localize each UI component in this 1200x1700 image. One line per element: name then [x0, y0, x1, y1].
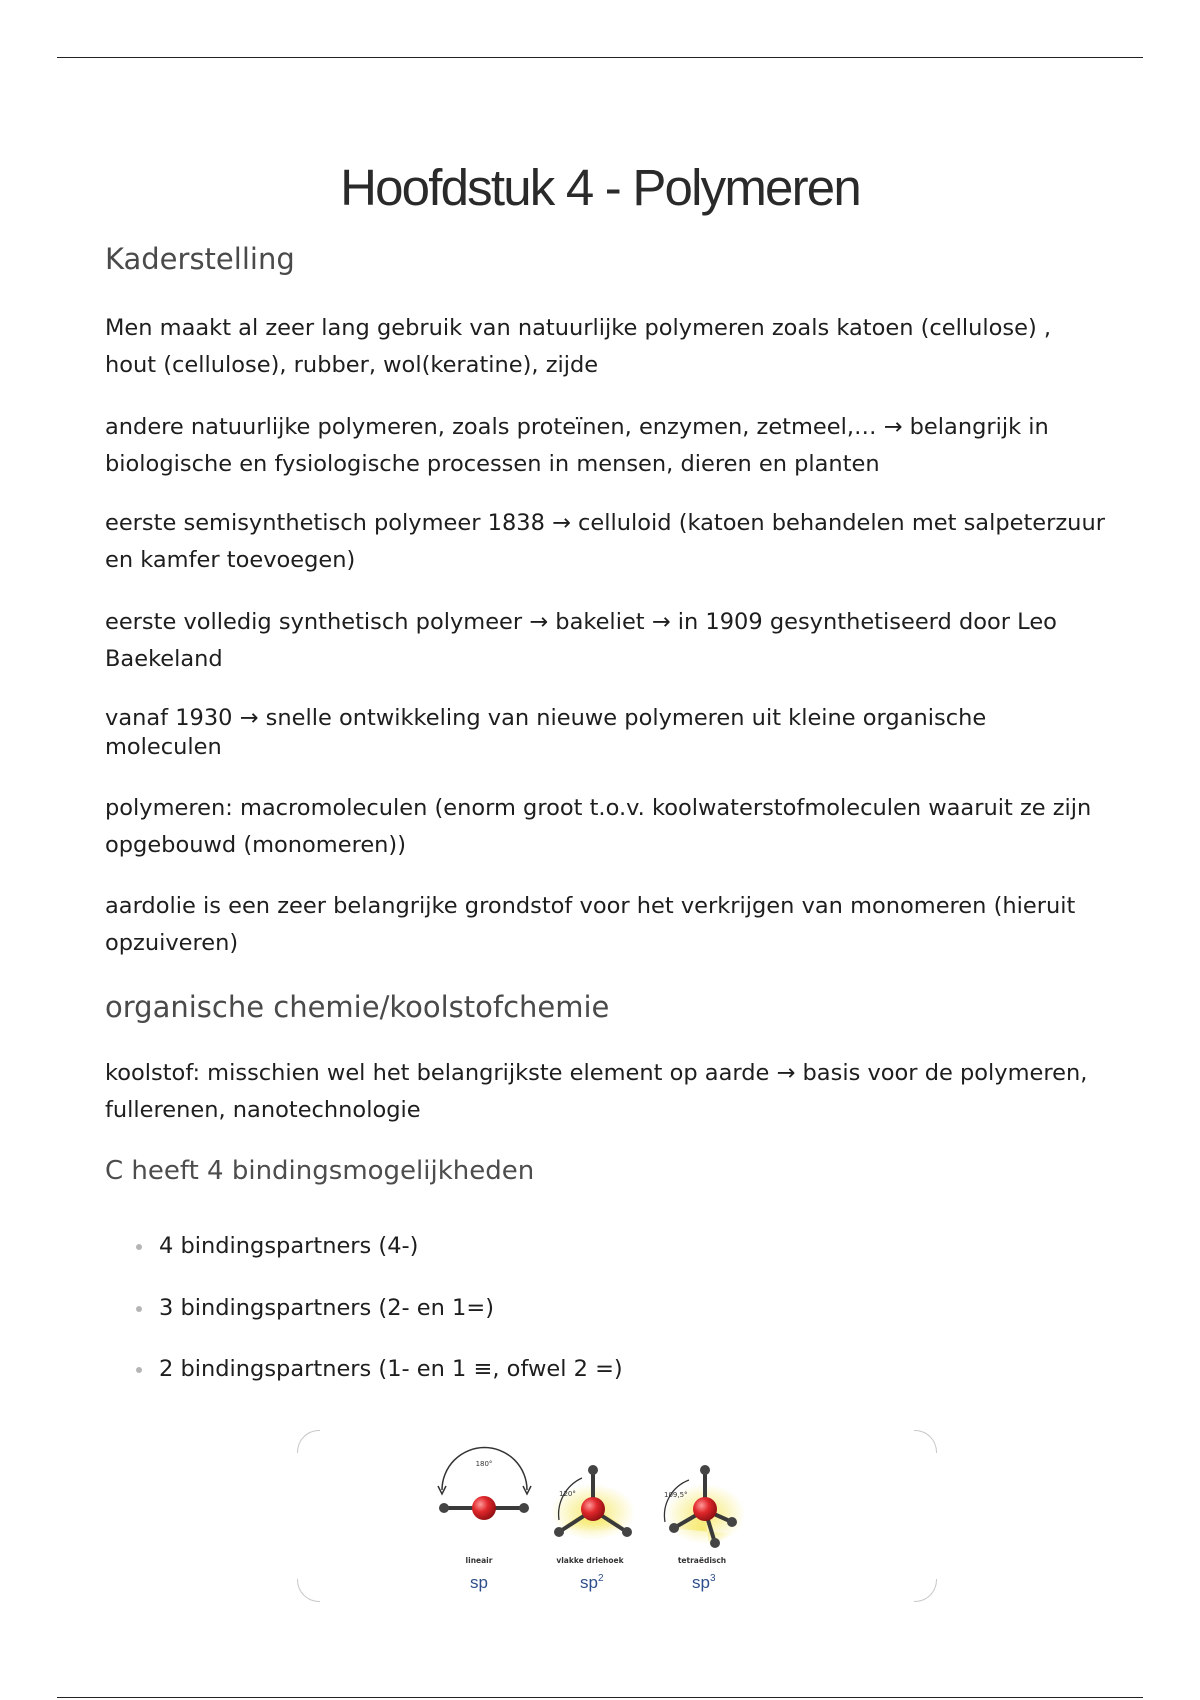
- central-atom: [472, 1496, 496, 1520]
- ligand-atom: [700, 1465, 710, 1475]
- ligand-atom: [710, 1538, 720, 1548]
- hybrid-label: sp: [470, 1573, 488, 1592]
- list-item: 2 bindingspartners (1- en 1 ≡, ofwel 2 =): [105, 1351, 623, 1413]
- ligand-atom: [519, 1503, 529, 1513]
- binding-list: [105, 1228, 623, 1413]
- top-rule: [57, 57, 1143, 58]
- heading-bindingsmogelijkheden: C heeft 4 bindingsmogelijkheden: [105, 1156, 535, 1186]
- heading-kaderstelling: Kaderstelling: [105, 242, 295, 276]
- page-title: Hoofdstuk 4 - Polymeren: [340, 159, 860, 216]
- hybridisation-figure: [297, 1430, 937, 1602]
- shape-label: vlakke driehoek: [556, 1556, 624, 1565]
- central-atom: [693, 1497, 717, 1521]
- paragraph-andere-polymeren: andere natuurlijke polymeren, zoals proteïnen, enzymen, zetmeel,… → belangrijk in biologische en fysiologische processen in mensen, dieren en planten: [105, 414, 1049, 477]
- ligand-atom: [669, 1523, 679, 1533]
- ligand-atom: [622, 1527, 632, 1537]
- shape-label: tetraëdisch: [677, 1556, 727, 1565]
- angle-label: 109,5°: [664, 1491, 688, 1499]
- central-atom: [581, 1497, 605, 1521]
- hybrid-label: $sp^2$: [580, 1573, 604, 1592]
- paragraph-koolstof: koolstof: misschien wel het belangrijkste element op aarde → basis voor de polymeren, fullerenen, nanotechnologie: [105, 1060, 1088, 1123]
- paragraph-macromoleculen: polymeren: macromoleculen (enorm groot t.o.v. koolwaterstofmoleculen waaruit ze zijn opgebouwd (monomeren)): [105, 795, 1092, 858]
- trigonal-molecule: [551, 1465, 635, 1540]
- molecule-geometry-svg: [297, 1430, 937, 1602]
- heading-organische-chemie: organische chemie/koolstofchemie: [105, 990, 610, 1024]
- bottom-rule: [57, 1697, 1143, 1698]
- linear-molecule: [438, 1448, 531, 1520]
- shape-label: lineair: [465, 1556, 493, 1565]
- ligand-atom: [727, 1517, 737, 1527]
- paragraph-vanaf-1930: vanaf 1930 → snelle ontwikkeling van nieuwe polymeren uit kleine organische moleculen: [105, 705, 987, 760]
- paragraph-semisynthetisch: eerste semisynthetisch polymeer 1838 → celluloid (katoen behandelen met salpeterzuur en kamfer toevoegen): [105, 510, 1105, 573]
- list-item: 3 bindingspartners (2- en 1=): [105, 1290, 623, 1352]
- tetrahedral-molecule: [664, 1465, 745, 1548]
- hybrid-label: $sp^3$: [692, 1573, 716, 1592]
- ligand-atom: [588, 1465, 598, 1475]
- angle-label: 180°: [475, 1460, 493, 1468]
- angle-label: 120°: [559, 1490, 576, 1498]
- ligand-atom: [439, 1503, 449, 1513]
- ligand-atom: [554, 1527, 564, 1537]
- list-item: 4 bindingspartners (4-): [105, 1228, 623, 1290]
- paragraph-aardolie: aardolie is een zeer belangrijke grondstof voor het verkrijgen van monomeren (hieruit opzuiveren): [105, 893, 1076, 956]
- paragraph-natuurlijke-polymeren: Men maakt al zeer lang gebruik van natuurlijke polymeren zoals katoen (cellulose) , hout (cellulose), rubber, wol(keratine), zijde: [105, 315, 1052, 378]
- paragraph-volledig-synthetisch: eerste volledig synthetisch polymeer → bakeliet → in 1909 gesynthetiseerd door Leo Baekeland: [105, 609, 1057, 672]
